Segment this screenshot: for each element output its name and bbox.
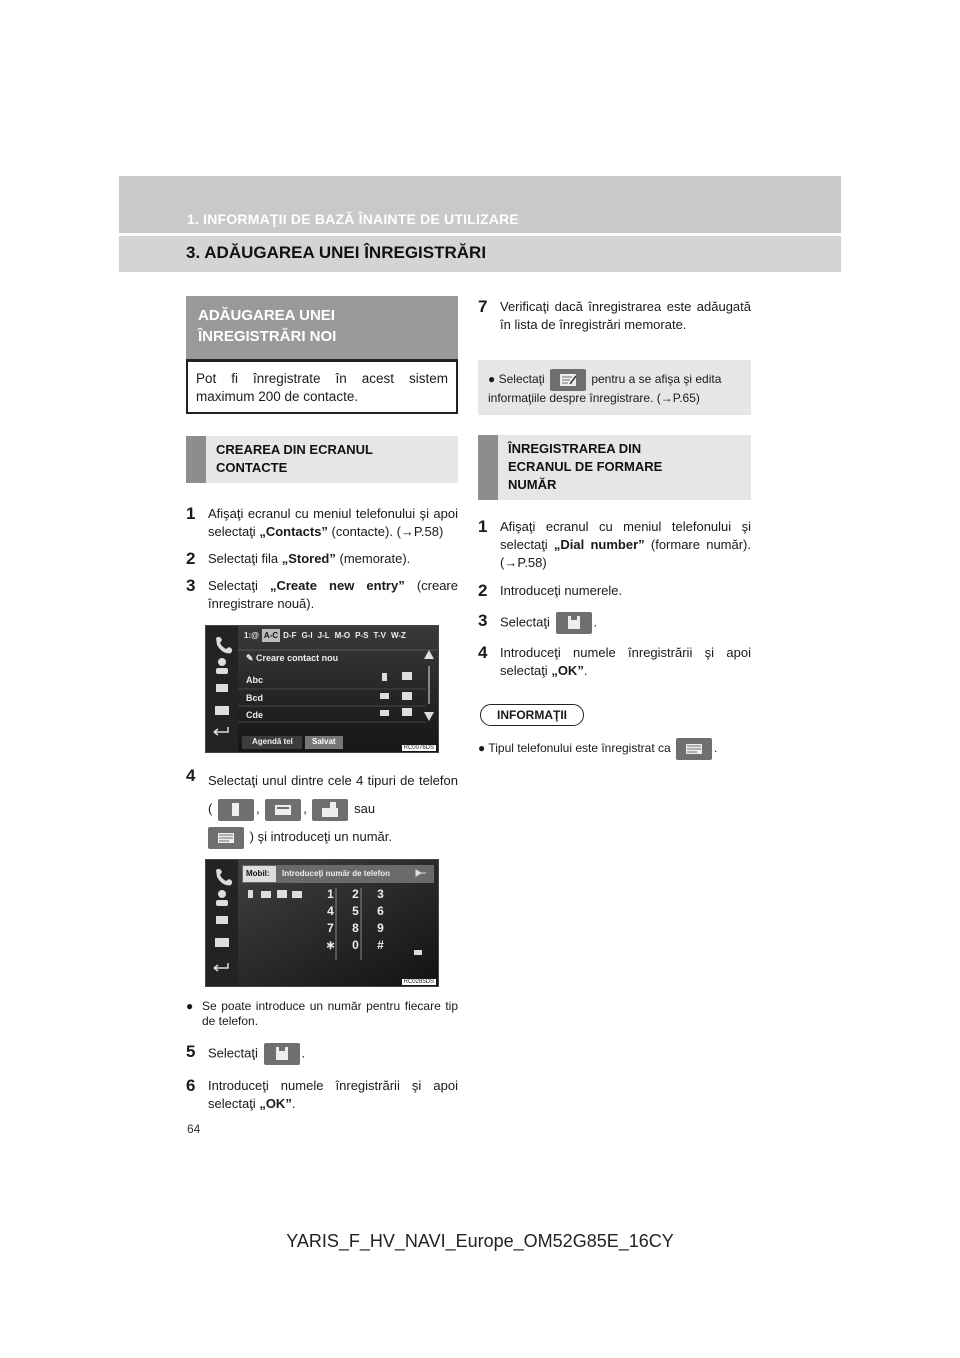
step-text: Selectaţi „Create new entry” (creare înregistrare nouă). <box>208 578 458 611</box>
alphabet-tabs <box>242 629 408 642</box>
step-text: Selectaţi . <box>208 1043 458 1065</box>
step-1 <box>186 505 458 541</box>
save-icon[interactable] <box>414 950 422 955</box>
key-2[interactable]: 2 <box>352 887 359 901</box>
home-type-icon[interactable] <box>261 891 271 898</box>
step-text: Introduceţi numele înregistrării şi apoi selectaţi „OK”. <box>500 645 751 678</box>
subheading-text: ÎNREGISTRAREA DIN ECRANUL DE FORMARE NUMĂR <box>508 441 663 492</box>
key-star[interactable]: ∗ <box>325 938 336 952</box>
step-text: Afişaţi ecranul cu meniul telefonului şi selectaţi „Dial number” (formare număr). (→P.58) <box>500 519 751 570</box>
topic-title-box <box>186 296 458 362</box>
chapter-title: 1. INFORMAŢII DE BAZĂ ÎNAINTE DE UTILIZARE <box>187 211 519 227</box>
other-phone-icon <box>208 827 244 849</box>
step-text: Selectaţi unul dintre cele 4 tipuri de telefon ( , , sau ) şi introduceţi un număr. <box>208 767 458 851</box>
work-phone-icon <box>312 799 348 821</box>
alpha-tab[interactable]: P-S <box>355 631 369 640</box>
key-0[interactable]: 0 <box>352 938 359 952</box>
right-column <box>478 296 751 760</box>
contact-row[interactable]: Abc <box>246 675 264 685</box>
step-number: 1 <box>478 517 488 536</box>
step-number: 5 <box>186 1042 196 1061</box>
contacts-icon <box>218 890 226 898</box>
mobile-type-icon[interactable] <box>248 890 253 898</box>
mobile-phone-icon <box>218 799 254 821</box>
step-1 <box>478 518 751 572</box>
step-5 <box>186 1043 458 1065</box>
subheading-dial <box>478 435 751 500</box>
step-text: Afişaţi ecranul cu meniul telefonului şi apoi selectaţi „Contacts” (contacte). (→P.58) <box>208 506 458 539</box>
step-number: 2 <box>478 581 488 600</box>
step-text: Introduceţi numerele. <box>500 583 623 598</box>
subheading-bar <box>186 436 206 483</box>
other-phone-icon <box>676 738 712 760</box>
section-title: 3. ADĂUGAREA UNEI ÎNREGISTRĂRI <box>186 243 487 262</box>
image-code: RC0076DS <box>403 745 434 751</box>
capacity-note: Pot fi înregistrate în acest sistem maximum 200 de contacte. <box>186 362 458 414</box>
page-number: 64 <box>187 1122 201 1136</box>
step-text: Verificaţi dacă înregistrarea este adăugată în lista de înregistrări memorate. <box>500 299 751 332</box>
save-icon <box>264 1043 300 1065</box>
message-icon <box>215 938 229 947</box>
phone-type-label: Mobil: <box>246 869 270 878</box>
step-3 <box>186 577 458 613</box>
alpha-tab[interactable]: T-V <box>373 631 386 640</box>
history-icon <box>216 684 228 692</box>
info-label: INFORMAŢII <box>480 704 584 726</box>
step-number: 7 <box>478 297 488 316</box>
alpha-tab[interactable]: D-F <box>283 631 297 640</box>
contacts-icon <box>218 658 226 666</box>
create-contact-button[interactable]: ✎ Creare contact nou <box>246 653 339 663</box>
contacts-screenshot <box>205 625 439 753</box>
message-icon <box>215 706 229 715</box>
step-2 <box>478 582 751 600</box>
contact-row[interactable]: Bcd <box>246 693 264 703</box>
save-icon <box>556 612 592 634</box>
other-type-icon[interactable] <box>292 891 302 898</box>
left-column <box>186 296 458 1113</box>
alpha-tab[interactable]: J-L <box>317 631 330 640</box>
keypad <box>318 887 393 952</box>
tab-phonebook[interactable]: Agendă tel <box>252 737 293 746</box>
key-3[interactable]: 3 <box>377 887 384 901</box>
step-2 <box>186 550 458 568</box>
step-text: Selectaţi fila „Stored” (memorate). <box>208 551 411 566</box>
step-number: 2 <box>186 549 196 568</box>
work-type-icon[interactable] <box>277 890 287 898</box>
step-7 <box>478 298 751 334</box>
number-input[interactable]: Introduceţi număr de telefon <box>282 869 391 878</box>
info-note: ● Tipul telefonului este înregistrat ca . <box>478 736 751 760</box>
step-4 <box>186 767 458 851</box>
alpha-tab[interactable]: A-C <box>263 631 279 640</box>
document-code: YARIS_F_HV_NAVI_Europe_OM52G85E_16CY <box>286 1231 674 1251</box>
step-6 <box>186 1077 458 1113</box>
subheading-contacts <box>186 436 458 483</box>
bullet-icon: ● <box>488 372 499 387</box>
step-number: 3 <box>186 576 196 595</box>
step-text: Introduceţi numele înregistrării şi apoi selectaţi „OK”. <box>208 1078 458 1111</box>
tab-stored[interactable]: Salvat <box>312 737 336 746</box>
alpha-tab[interactable]: W-Z <box>390 631 406 640</box>
edit-note: ● Selectaţi pentru a se afişa şi edita informaţiile despre înregistrare. (→P.65) <box>478 360 751 415</box>
image-code: RC0285DS <box>403 979 434 985</box>
step-text: Selectaţi . <box>500 612 751 634</box>
step-number: 1 <box>186 504 196 523</box>
key-5[interactable]: 5 <box>352 904 359 918</box>
bullet-icon: ● <box>186 999 194 1013</box>
subheading-text: CREAREA DIN ECRANUL CONTACTE <box>216 442 373 475</box>
key-4[interactable]: 4 <box>327 904 334 918</box>
dial-screenshot <box>205 859 439 987</box>
bullet-note: ● Se poate introduce un număr pentru fiecare tip de telefon. <box>186 999 458 1028</box>
alpha-tab[interactable]: 1:@ <box>244 631 259 640</box>
history-icon <box>216 916 228 924</box>
step-3 <box>478 612 751 634</box>
key-8[interactable]: 8 <box>352 921 359 935</box>
contacts-screen-drawing <box>206 626 439 753</box>
key-1[interactable]: 1 <box>327 887 334 901</box>
topic-title-line: ADĂUGAREA UNEI <box>198 307 335 324</box>
key-6[interactable]: 6 <box>377 904 384 918</box>
home-phone-icon <box>265 799 301 821</box>
step-number: 6 <box>186 1076 196 1095</box>
step-number: 4 <box>186 766 196 785</box>
topic-title-line: ÎNREGISTRĂRI NOI <box>198 328 337 345</box>
step-number: 3 <box>478 611 488 630</box>
bullet-icon: ● <box>478 741 489 755</box>
step-number: 4 <box>478 643 488 662</box>
subheading-bar <box>478 435 498 500</box>
key-7[interactable]: 7 <box>327 921 334 935</box>
edit-info-icon <box>550 369 586 391</box>
alpha-tab[interactable]: G-I <box>301 631 313 640</box>
contact-row[interactable]: Cde <box>246 710 264 720</box>
key-hash[interactable]: # <box>377 938 384 952</box>
alpha-tab[interactable]: M-O <box>334 631 351 640</box>
step-4 <box>478 644 751 680</box>
key-9[interactable]: 9 <box>377 921 384 935</box>
